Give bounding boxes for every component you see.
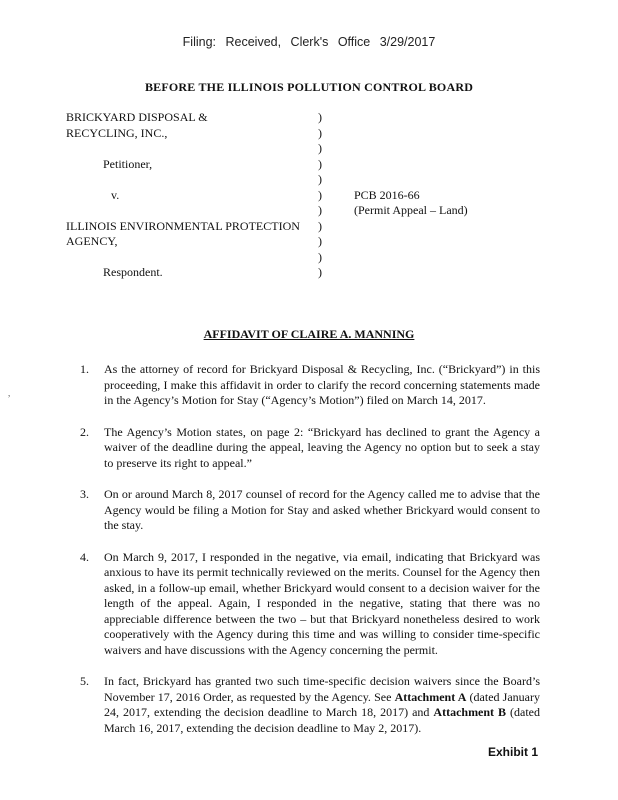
- paragraph-text-pre: In fact, Brickyard has granted two such time-specific decision waivers since the Board’s November 17, 2016 Order, as requested by the Agency. See: [104, 674, 540, 704]
- paragraph-number: 5.: [80, 674, 89, 688]
- attachment-b-ref: Attachment B: [433, 705, 507, 719]
- paren: ): [318, 265, 322, 279]
- caption-parties: [66, 110, 316, 281]
- caption-line: BRICKYARD DISPOSAL &: [66, 110, 208, 124]
- affidavit-paragraphs: [80, 362, 540, 752]
- paren: ): [318, 125, 322, 140]
- paragraph-1: [80, 362, 540, 409]
- paren: ): [318, 203, 322, 217]
- caption-line: RECYCLING, INC.,: [66, 125, 168, 140]
- paren: ): [318, 141, 322, 155]
- paragraph-4: [80, 550, 540, 659]
- exhibit-label: Exhibit 1: [488, 745, 539, 759]
- caption-line: Petitioner,: [103, 156, 153, 171]
- caption-line: Respondent.: [103, 265, 163, 279]
- caption-line: [66, 203, 316, 219]
- case-type: (Permit Appeal – Land): [354, 203, 468, 217]
- caption-line: [66, 172, 316, 188]
- paragraph-text: The Agency’s Motion states, on page 2: “Brickyard has declined to grant the Agency a waiver of the deadline during the appeal, leaving the Agency no option but to seek a stay to preserve its right to appeal.”: [104, 424, 540, 470]
- filing-stamp-header: Filing: Received, Clerk's Office 3/29/2017: [182, 35, 436, 49]
- caption-case-info: [354, 110, 554, 219]
- paragraph-3: [80, 487, 540, 534]
- paragraph-text-mid: (dated January 24, 2017, extending the decision deadline to March 18, 2017) and: [104, 689, 540, 719]
- paragraph-5: [80, 674, 540, 736]
- paragraph-number: 2.: [80, 424, 89, 439]
- paragraph-text: On or around March 8, 2017 counsel of record for the Agency called me to advise that the Agency would be filing a Motion for Stay and asked whether Brickyard would consent to the stay.: [104, 487, 540, 532]
- paren: ): [318, 156, 322, 171]
- affidavit-title: AFFIDAVIT OF CLAIRE A. MANNING: [203, 327, 415, 341]
- paren: ): [318, 187, 322, 202]
- paren: ): [318, 110, 322, 124]
- board-title: BEFORE THE ILLINOIS POLLUTION CONTROL BOARD: [144, 80, 474, 94]
- paragraph-text-post: (dated March 16, 2017, extending the decision deadline to May 2, 2017).: [104, 705, 541, 735]
- paren: ): [318, 249, 322, 264]
- paragraph-number: 4.: [80, 549, 89, 564]
- paragraph-number: 1.: [80, 362, 89, 376]
- paragraph-2: [80, 425, 540, 472]
- paren: ): [318, 172, 322, 186]
- stray-mark: ,: [8, 388, 11, 398]
- paragraph-text: On March 9, 2017, I responded in the negative, via email, indicating that Brickyard was anxious to have its permit technically reviewed on the merits. Counsel for the Agency then asked, in a follow-up email, whether Brickyard would consent to a decision waiver for the length of the appeal. Again, I responded in the negative, stating that there was no appreciable difference between the two – but that Brickyard nonetheless desired to work cooperatively with the Agency during this time and was willing to consider time-specific waivers and have discussions with the Agency concerning the permit.: [104, 549, 540, 657]
- paren: ): [318, 218, 322, 233]
- caption-line: [66, 250, 316, 266]
- paragraph-number: 3.: [80, 487, 89, 501]
- caption-parentheses: [318, 110, 328, 281]
- caption-line: [66, 141, 316, 157]
- caption-line: AGENCY,: [66, 234, 118, 248]
- caption-line: ILLINOIS ENVIRONMENTAL PROTECTION: [66, 218, 300, 233]
- attachment-a-ref: Attachment A: [394, 689, 467, 704]
- paren: ): [318, 234, 322, 248]
- case-number: PCB 2016-66: [354, 187, 420, 202]
- paragraph-text: As the attorney of record for Brickyard Disposal & Recycling, Inc. (“Brickyard”) in this proceeding, I make this affidavit in order to clarify the record concerning statements made in the Agency’s Motion for Stay (“Agency’s Motion”) filed on March 14, 2017.: [104, 362, 540, 407]
- caption-line: v.: [111, 187, 120, 202]
